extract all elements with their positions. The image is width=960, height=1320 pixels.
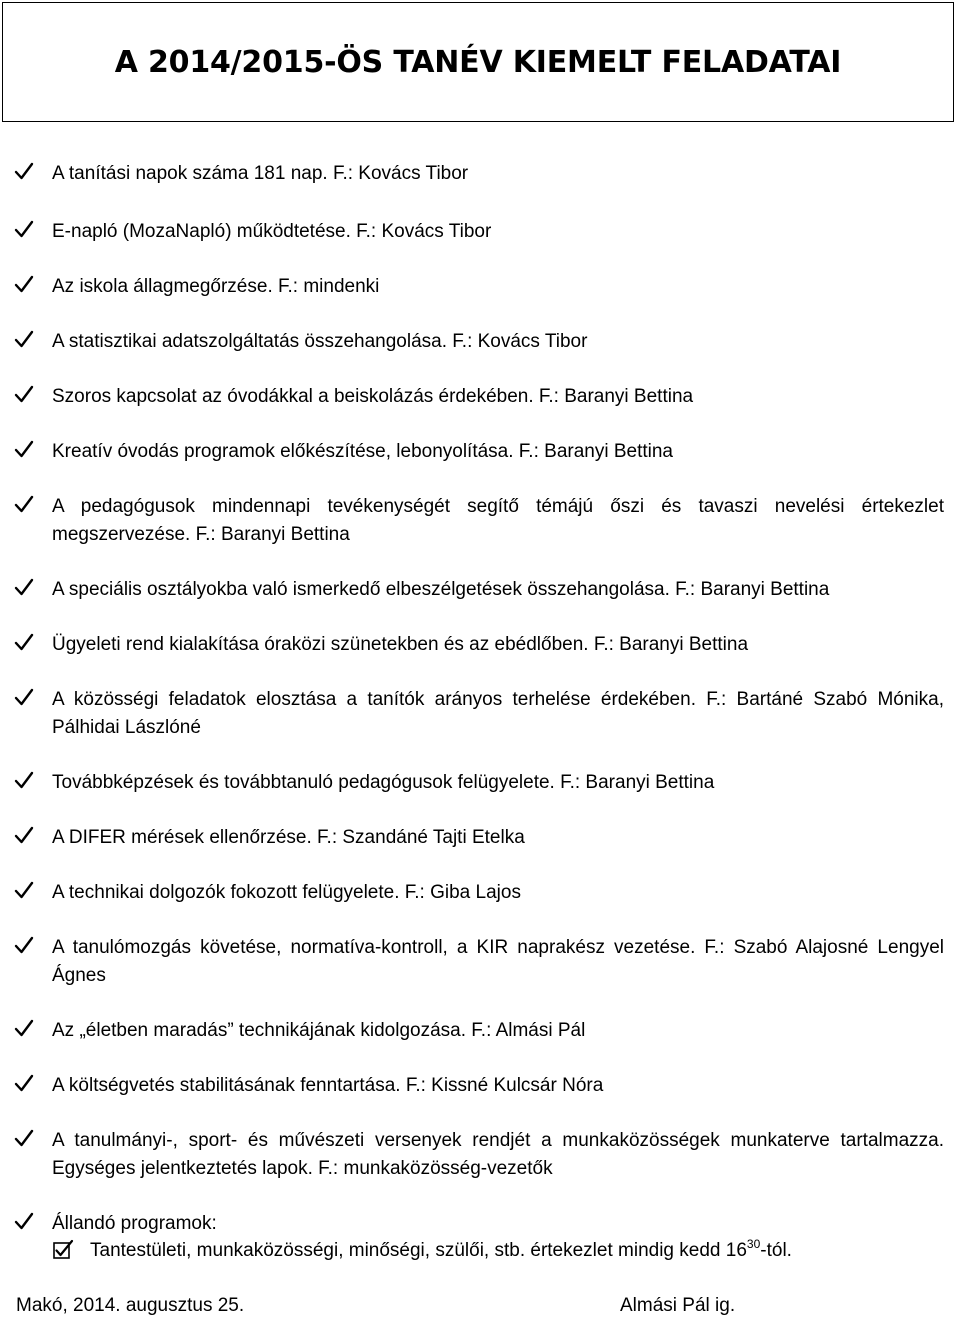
list-item-text: A tanítási napok száma 181 nap. F.: Kovács Tibor [52, 163, 469, 184]
checkmark-icon [13, 273, 35, 295]
list-item-text: A technikai dolgozók fokozott felügyelete. F.: Giba Lajos [52, 882, 521, 903]
list-item-text: Állandó programok: [52, 1213, 217, 1234]
time-superscript: 30 [746, 1237, 761, 1251]
checkmark-icon [13, 686, 35, 708]
checkmark-icon [13, 576, 35, 598]
list-item-text: A statisztikai adatszolgáltatás összehangolása. F.: Kovács Tibor [52, 331, 588, 352]
checked-box-icon [52, 1238, 74, 1260]
checkmark-icon [13, 438, 35, 460]
sub-item-text [90, 1237, 792, 1265]
list-item-text: Továbbképzések és továbbtanuló pedagógusok felügyelete. F.: Baranyi Bettina [52, 772, 715, 793]
list-item-text: A költségvetés stabilitásának fenntartása. F.: Kissné Kulcsár Nóra [52, 1075, 604, 1096]
checkmark-icon [13, 493, 35, 515]
list-item-text: A közösségi feladatok elosztása a tanítók arányos terhelése érdekében. F.: Bartáné Szabó Mónika, Pálhidai Lászlóné [52, 689, 944, 738]
checkmark-icon [13, 824, 35, 846]
list-item-text: Ügyeleti rend kialakítása óraközi szünetekben és az ebédlőben. F.: Baranyi Bettina [52, 634, 749, 655]
checkmark-icon [13, 383, 35, 405]
list-item-text: Szoros kapcsolat az óvodákkal a beiskolázás érdekében. F.: Baranyi Bettina [52, 386, 694, 407]
checkmark-icon [13, 934, 35, 956]
checkmark-icon [13, 1210, 35, 1232]
place-date: Makó, 2014. augusztus 25. [16, 1295, 245, 1316]
checkmark-icon [13, 1017, 35, 1039]
sub-item-suffix: -tól. [760, 1240, 792, 1261]
checkmark-icon [13, 1072, 35, 1094]
list-item-text: A DIFER mérések ellenőrzése. F.: Szandáné Tajti Etelka [52, 827, 525, 848]
signature: Almási Pál ig. [620, 1295, 736, 1316]
checkmark-icon [13, 1127, 35, 1149]
checkmark-icon [13, 218, 35, 240]
sub-item-main-text: Tantestületi, munkaközösségi, minőségi, szülői, stb. értekezlet mindig kedd 16 [90, 1240, 747, 1261]
checkmark-icon [13, 631, 35, 653]
list-item-text: E-napló (MozaNapló) működtetése. F.: Kovács Tibor [52, 221, 492, 242]
list-item-text: Az iskola állagmegőrzése. F.: mindenki [52, 276, 380, 297]
title-box [2, 2, 954, 122]
list-item-text: A tanulómozgás követése, normatíva-kontroll, a KIR naprakész vezetése. F.: Szabó Alajosné Lengyel Ágnes [52, 937, 944, 986]
list-item-text: A speciális osztályokba való ismerkedő elbeszélgetések összehangolása. F.: Baranyi Bettina [52, 579, 830, 600]
document-title: A 2014/2015-ÖS TANÉV KIEMELT FELADATAI [114, 44, 842, 80]
list-item-text: Az „életben maradás” technikájának kidolgozása. F.: Almási Pál [52, 1020, 586, 1041]
checkmark-icon [13, 769, 35, 791]
checkmark-icon [13, 328, 35, 350]
list-item-text: Kreatív óvodás programok előkészítése, lebonyolítása. F.: Baranyi Bettina [52, 441, 673, 462]
checkmark-icon [13, 160, 35, 182]
checkmark-icon [13, 879, 35, 901]
list-item-text: A tanulmányi-, sport- és művészeti versenyek rendjét a munkaközösségek munkaterve tartalmazza. Egységes jelentkeztetés lapok. F.: munkaközösség-vezetők [52, 1130, 944, 1179]
list-item-text: A pedagógusok mindennapi tevékenységét segítő témájú őszi és tavaszi nevelési értekezlet megszervezése. F.: Baranyi Bettina [52, 496, 944, 545]
